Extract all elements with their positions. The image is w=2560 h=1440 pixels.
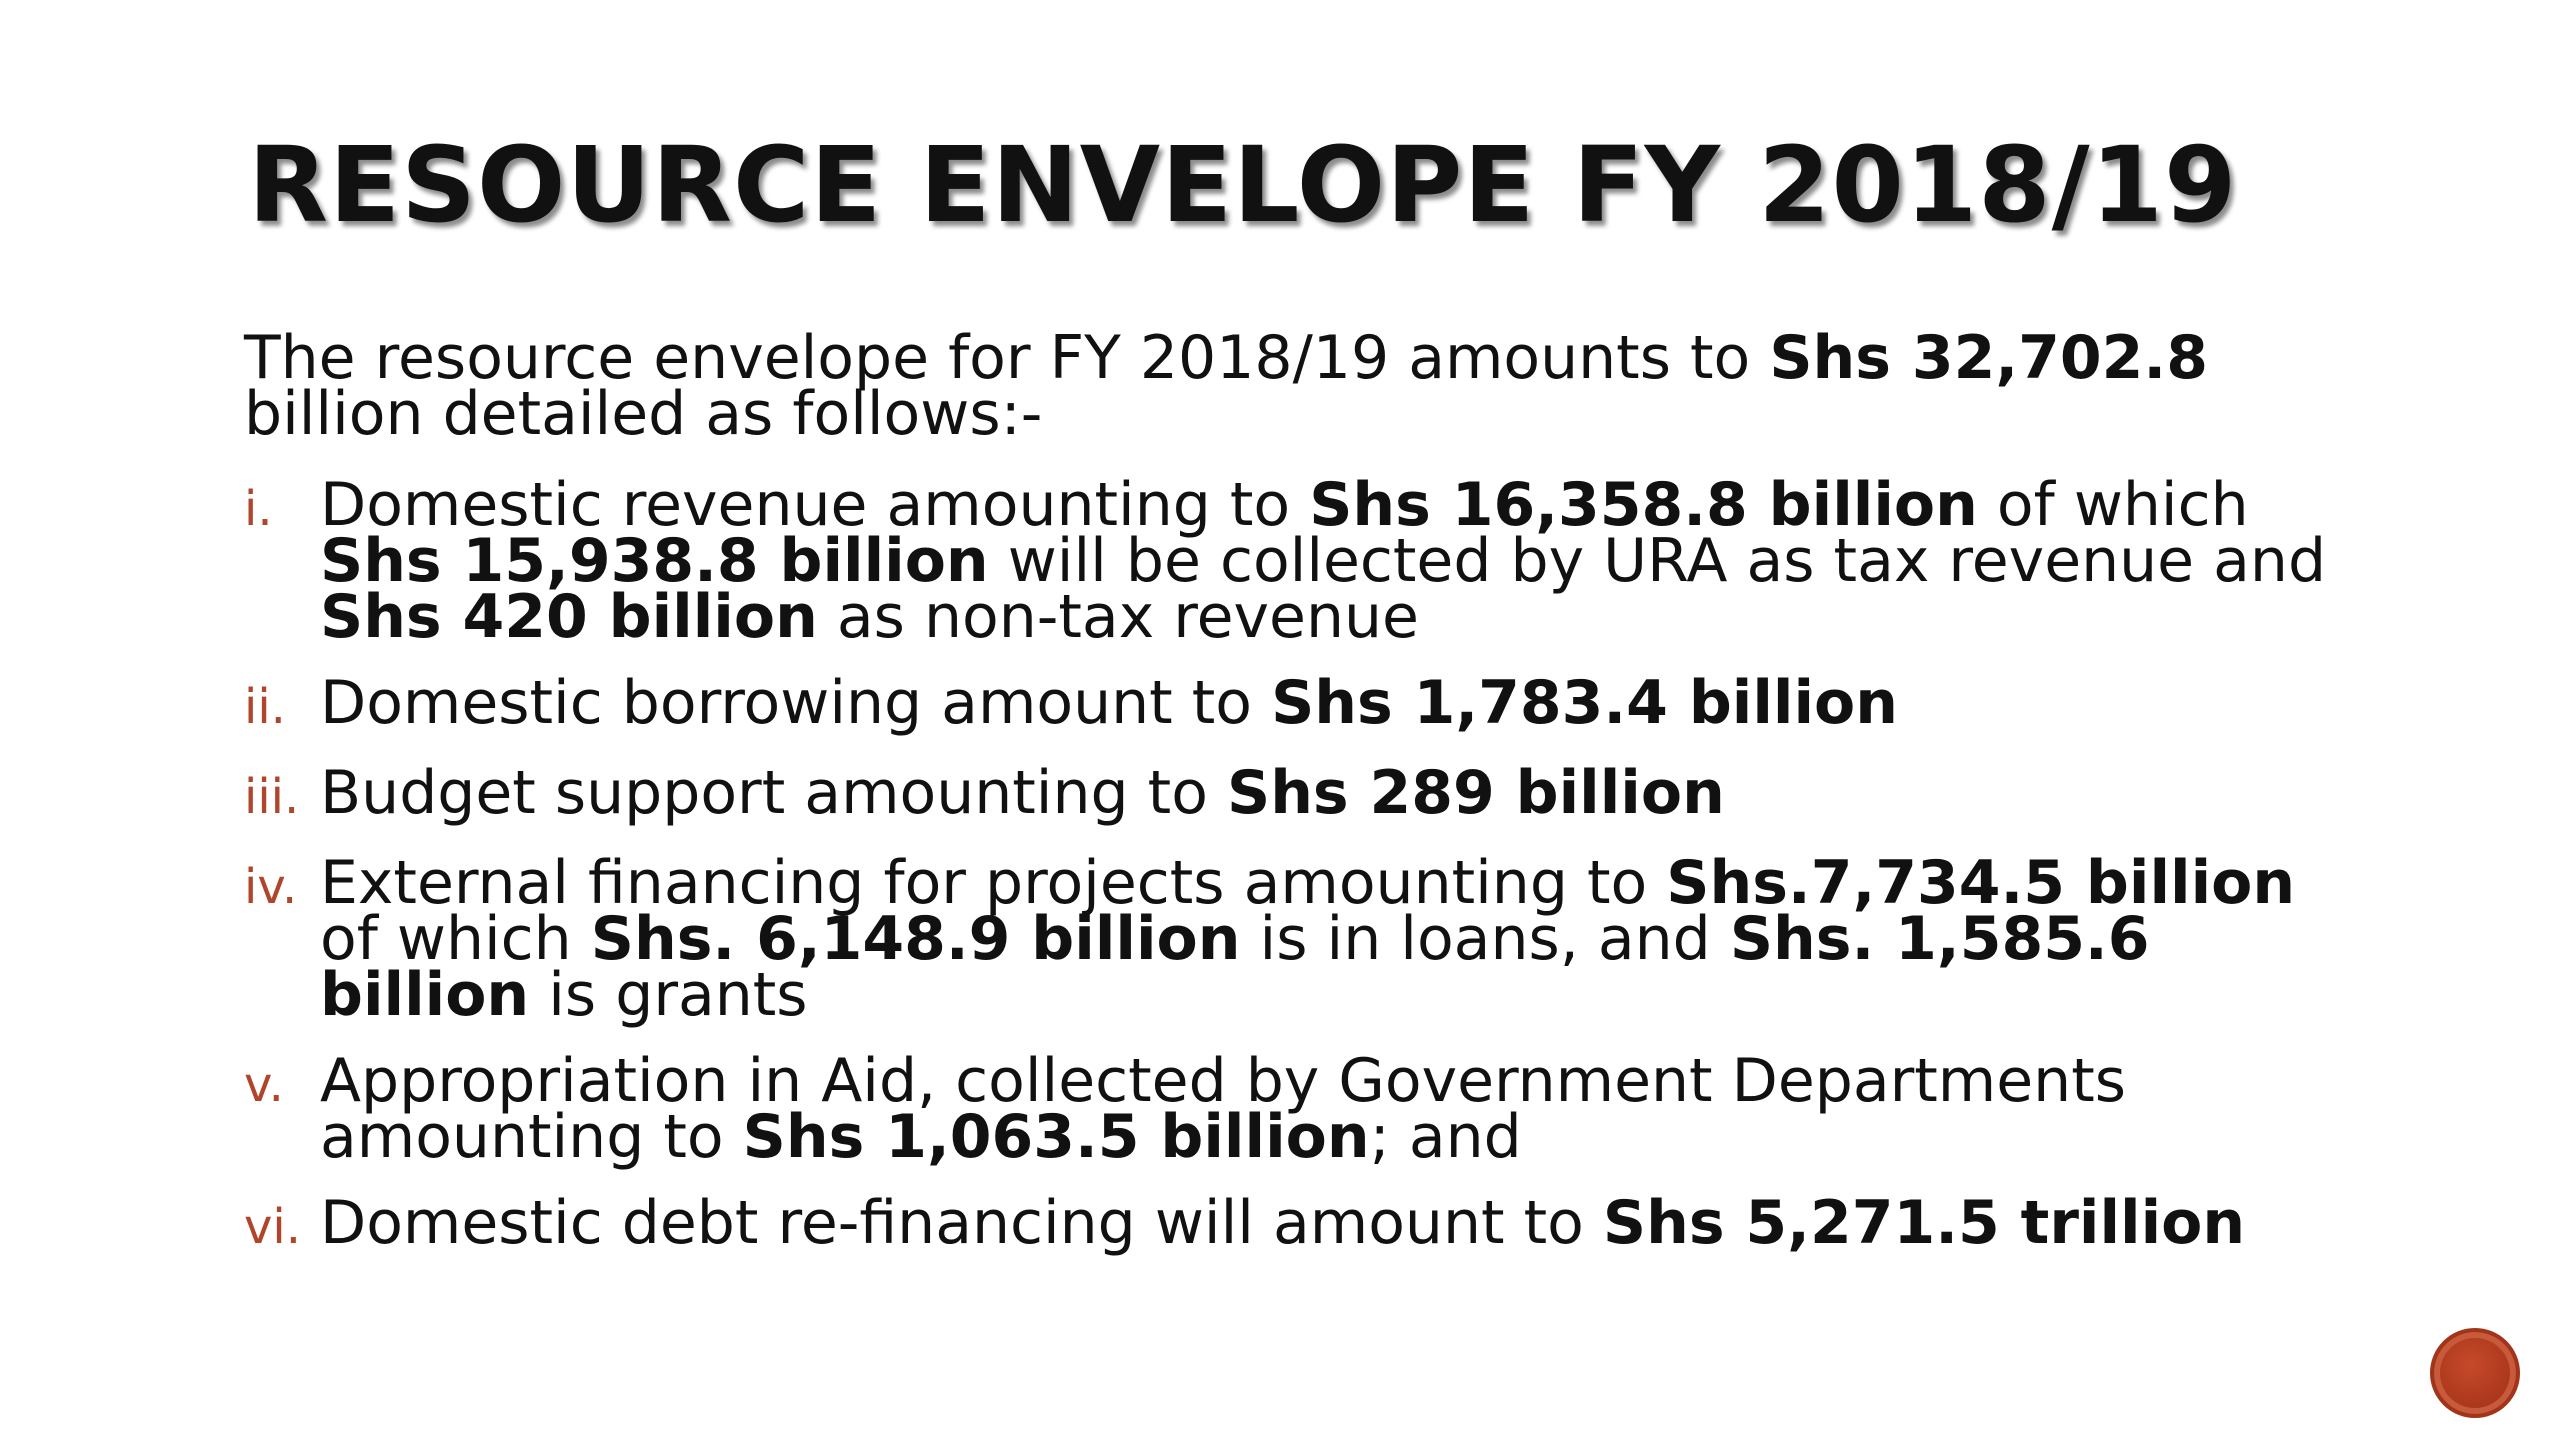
list-item-external-financing: [244, 848, 2344, 1030]
intro-amount: Shs 32,702.8: [1769, 323, 2208, 393]
amount: Shs 1,783.4 billion: [1271, 668, 1898, 738]
list-item-text: Budget support amounting to Shs 289 billion: [320, 758, 1725, 828]
list-numeral: vi.: [244, 1199, 301, 1255]
amount: Shs 1,063.5 billion: [742, 1102, 1370, 1172]
amount: Shs 5,271.5 trillion: [1602, 1188, 2246, 1258]
list-numeral: ii.: [244, 679, 286, 735]
amount: Shs 15,938.8 billion: [320, 526, 989, 596]
list-item-text: Appropriation in Aid, collected by Government Departments amounting to Shs 1,063.5 billion; and: [320, 1046, 2126, 1172]
list-item-text: Domestic debt re-financing will amount to Shs 5,271.5 trillion: [320, 1188, 2246, 1258]
next-slide-circle-icon[interactable]: [2430, 1328, 2520, 1418]
list-item-text: Domestic revenue amounting to Shs 16,358.8 billion of which Shs 15,938.8 billion will be collected by URA as tax revenue and Shs 420 billion as non-tax revenue: [320, 470, 2327, 652]
resource-list: [244, 470, 2344, 1258]
amount: Shs. 1,585.6 billion: [320, 904, 2150, 1030]
list-item-domestic-revenue: [244, 470, 2344, 652]
list-numeral: iv.: [244, 859, 298, 915]
list-item-budget-support: [244, 758, 2344, 828]
list-numeral: v.: [244, 1057, 284, 1113]
list-item-text: Domestic borrowing amount to Shs 1,783.4 billion: [320, 668, 1898, 738]
slide-title: RESOURCE ENVELOPE FY 2018/19: [248, 124, 2238, 246]
list-numeral: iii.: [244, 769, 300, 825]
slide-body: [244, 323, 2344, 1285]
amount: Shs. 6,148.9 billion: [590, 904, 1241, 974]
amount: Shs 16,358.8 billion: [1309, 470, 1978, 540]
list-item-text: External financing for projects amounting to Shs.7,734.5 billion of which Shs. 6,148.9 billion is in loans, and Shs. 1,585.6 billion is grants: [320, 848, 2296, 1030]
intro-text-end: billion detailed as follows:-: [244, 379, 1043, 449]
list-item-appropriation-in-aid: [244, 1046, 2344, 1172]
amount: Shs.7,734.5 billion: [1666, 848, 2296, 918]
amount: Shs 289 billion: [1226, 758, 1725, 828]
list-item-debt-refinancing: [244, 1188, 2344, 1258]
intro-text: The resource envelope for FY 2018/19 amounts to: [244, 323, 1770, 393]
list-item-domestic-borrowing: [244, 668, 2344, 738]
intro-paragraph: [244, 323, 2344, 449]
list-numeral: i.: [244, 481, 273, 537]
amount: Shs 420 billion: [320, 582, 818, 652]
